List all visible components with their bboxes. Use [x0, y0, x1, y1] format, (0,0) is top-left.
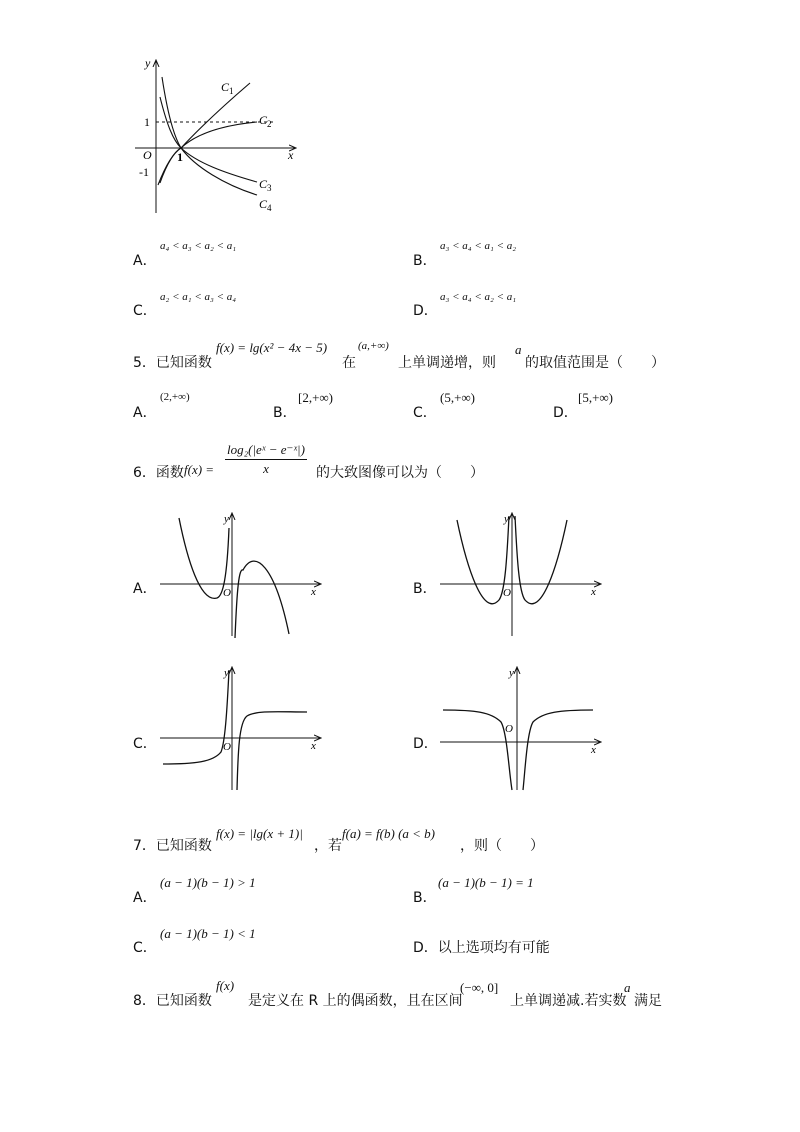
q7-option-c[interactable]: [133, 937, 157, 957]
q5-function: f(x) = lg(x² − 4x − 5): [216, 340, 328, 355]
q6-option-c[interactable]: [133, 733, 157, 753]
option-letter: B．: [273, 405, 297, 421]
q5-stem-end: 的取值范围是（ ）: [525, 355, 665, 371]
q4-tick-ym1: -1: [139, 165, 149, 179]
q4-option-a[interactable]: [133, 250, 157, 270]
q7-stem-mid: ，若: [314, 838, 342, 854]
option-letter: C．: [133, 736, 157, 752]
q8-stem-suffix: 上单调递减.若实数: [510, 993, 627, 1009]
svg-text:O: O: [503, 587, 511, 599]
option-letter: D．: [413, 940, 438, 956]
q8-var: a: [624, 980, 631, 995]
q7-function: f(x) = |lg(x + 1)|: [216, 826, 303, 841]
q5-stem-mid: 在: [342, 355, 356, 371]
option-letter: A．: [133, 253, 157, 269]
q4-x-label: x: [288, 148, 294, 162]
q5-option-d-expr: [5,+∞): [578, 390, 614, 405]
q7-option-c-expr: (a − 1)(b − 1) < 1: [160, 926, 256, 941]
svg-text:x: x: [311, 740, 316, 752]
q7-option-b-expr: (a − 1)(b − 1) = 1: [438, 875, 534, 890]
q4-origin: O: [143, 148, 152, 162]
q4-y-label: y: [145, 56, 151, 70]
q5-stem-suffix: 上单调递增，则: [398, 355, 496, 371]
q6-fraction: [225, 442, 307, 477]
q5-stem-prefix: 5．已知函数: [133, 355, 212, 371]
q6-graph-c: [155, 662, 325, 794]
q5-option-b[interactable]: [273, 402, 297, 422]
q5-option-a[interactable]: [133, 402, 157, 422]
q7-option-a-expr: (a − 1)(b − 1) > 1: [160, 875, 256, 890]
q7-condition: f(a) = f(b) (a < b): [342, 826, 435, 841]
q6-graph-b: [435, 508, 605, 640]
q7-option-d[interactable]: [413, 937, 550, 957]
q7-stem-prefix: 7．已知函数: [133, 838, 212, 854]
q6-stem-prefix: 6．函数: [133, 465, 184, 481]
option-letter: D．: [413, 736, 438, 752]
curve-c3: [160, 97, 257, 182]
q8-function: f(x): [216, 978, 235, 993]
q8-stem-prefix: 8．已知函数: [133, 993, 212, 1009]
svg-text:x: x: [591, 586, 596, 598]
label-c3: $C_3$: [259, 177, 272, 193]
option-letter: A．: [133, 405, 157, 421]
q4-option-a-expr: a₄ < a₃ < a₂ < a₁: [160, 240, 237, 252]
svg-text:y: y: [504, 513, 509, 525]
label-c4: $C_4$: [259, 197, 272, 213]
q5-option-d[interactable]: [553, 402, 578, 422]
q6-stem-suffix: 的大致图像可以为（ ）: [316, 465, 484, 481]
q5-option-c-expr: (5,+∞): [440, 390, 476, 405]
option-text: 以上选项均有可能: [437, 940, 550, 956]
q6-option-b[interactable]: [413, 578, 437, 598]
svg-text:x: x: [591, 744, 596, 756]
q7-option-a[interactable]: [133, 887, 157, 907]
label-c2: $C_2$: [259, 113, 272, 129]
q6-graph-a: [155, 508, 325, 640]
svg-text:y: y: [509, 667, 514, 679]
q4-tick-y1: 1: [144, 115, 150, 129]
q6-lhs: f(x) =: [184, 462, 215, 477]
svg-text:y: y: [224, 513, 229, 525]
q5-option-a-expr: (2,+∞): [160, 391, 190, 403]
option-letter: B．: [413, 890, 437, 906]
option-letter: C．: [133, 940, 157, 956]
q7-option-b[interactable]: [413, 887, 437, 907]
q5-var: a: [515, 342, 522, 357]
q4-option-d[interactable]: [413, 300, 438, 320]
q6-option-a[interactable]: [133, 578, 157, 598]
q4-option-d-expr: a₃ < a₄ < a₂ < a₁: [440, 291, 517, 303]
q5-option-c[interactable]: [413, 402, 437, 422]
svg-text:O: O: [223, 587, 231, 599]
q5-interval: (a,+∞): [358, 340, 389, 352]
q4-tick-x1: 1: [177, 150, 183, 164]
q8-stem-end: 满足: [634, 993, 662, 1009]
option-letter: C．: [133, 303, 157, 319]
q7-stem-end: ，则（ ）: [460, 838, 544, 854]
q4-graph: [125, 55, 310, 220]
q4-option-c[interactable]: [133, 300, 157, 320]
q6-numerator: log₂(|eˣ − e⁻ˣ|): [225, 442, 307, 460]
option-letter: A．: [133, 890, 157, 906]
option-letter: D．: [553, 405, 578, 421]
svg-text:O: O: [505, 723, 513, 735]
q8-interval: (−∞, 0]: [460, 980, 499, 995]
svg-text:y: y: [224, 667, 229, 679]
q4-option-b[interactable]: [413, 250, 437, 270]
q6-graph-d: [435, 662, 605, 794]
q8-stem-mid: 是定义在 R 上的偶函数，且在区间: [248, 993, 463, 1009]
option-letter: A．: [133, 581, 157, 597]
curve-c2: [160, 122, 257, 183]
option-letter: B．: [413, 253, 437, 269]
q5-option-b-expr: [2,+∞): [298, 390, 334, 405]
option-letter: C．: [413, 405, 437, 421]
q6-denominator: x: [263, 461, 269, 476]
svg-text:x: x: [311, 586, 316, 598]
option-letter: D．: [413, 303, 438, 319]
q4-option-b-expr: a₃ < a₄ < a₁ < a₂: [440, 240, 517, 252]
label-c1: $C_1$: [221, 80, 234, 96]
q4-option-c-expr: a₂ < a₁ < a₃ < a₄: [160, 291, 237, 303]
option-letter: B．: [413, 581, 437, 597]
svg-text:O: O: [223, 741, 231, 753]
